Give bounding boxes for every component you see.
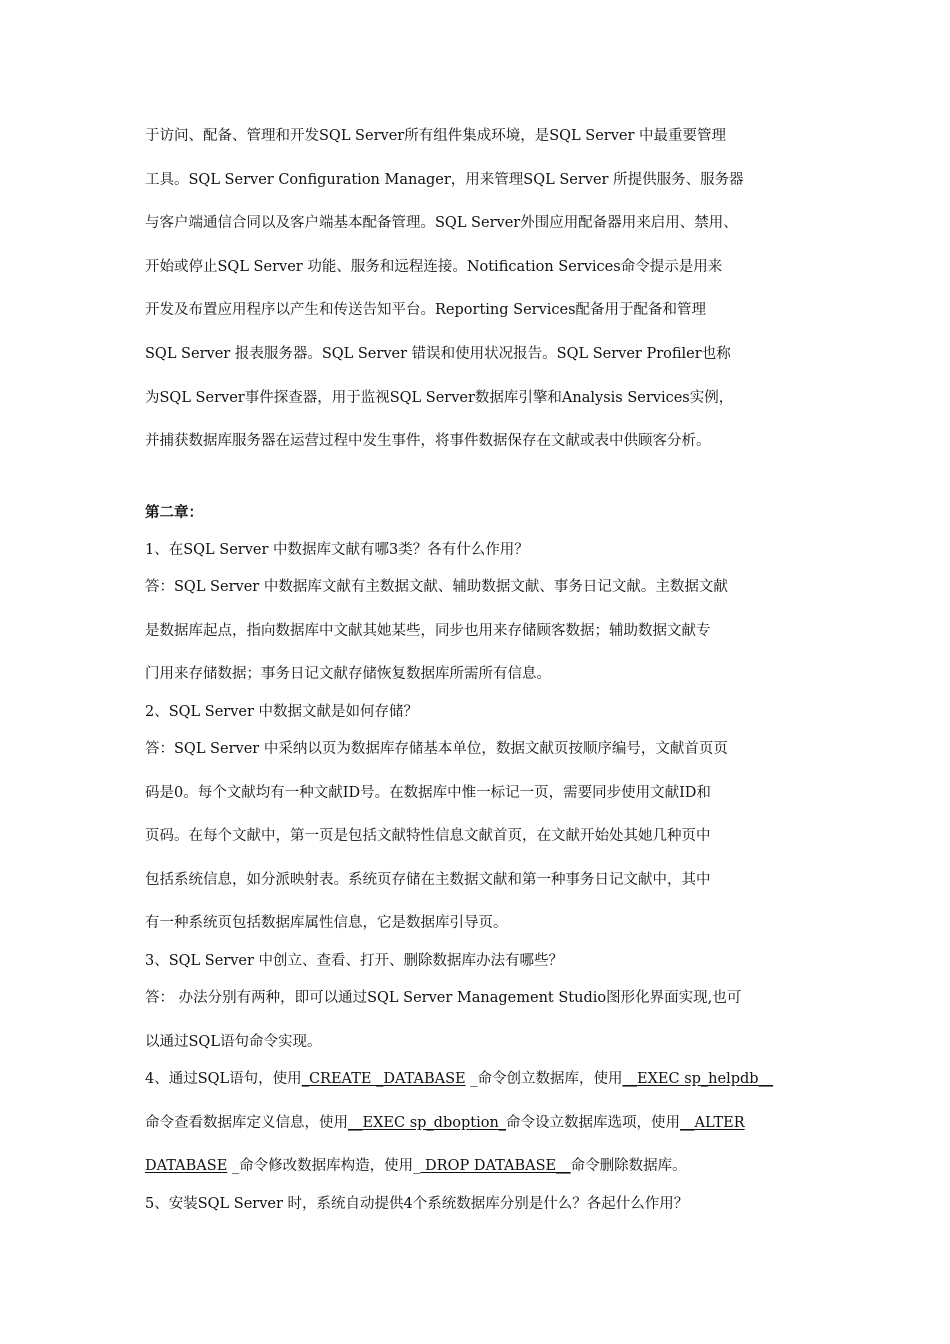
q4-blank-dboption: __EXEC sp_dboption_ (348, 1115, 507, 1131)
q4-text: 命令设立数据库选项，使用 (506, 1115, 681, 1131)
intro-line-1: 于访问、配备、管理和开发SQL Server所有组件集成环境，是SQL Server 中最重要管理 (145, 128, 727, 144)
intro-line-5: 开发及布置应用程序以产生和传送告知平台。Reporting Services配备用于配备和管理 (145, 302, 707, 318)
q2-answer-line-1: 答：SQL Server 中采纳以页为数据库存储基本单位，数据文献页按顺序编号，文献首页页 (145, 741, 728, 757)
intro-line-4: 开始或停止SQL Server 功能、服务和远程连接。Notification Services命令提示是用来 (145, 259, 723, 275)
q4-text: 4、通过SQL语句，使用 (145, 1071, 302, 1087)
q1-answer-line-1: 答：SQL Server 中数据库文献有主数据文献、辅助数据文献、事务日记文献。主数据文献 (145, 579, 728, 595)
q4-text: 命令删除数据库。 (570, 1158, 687, 1174)
q5-question: 5、安装SQL Server 时，系统自动提供4个系统数据库分别是什么？各起什么作用？ (145, 1196, 689, 1212)
q2-answer-line-3: 页码。在每个文献中，第一页是包括文献特性信息文献首页，在文献开始处其她几种页中 (145, 828, 711, 844)
q4-line-3 (145, 1156, 815, 1176)
intro-line-6: SQL Server 报表服务器。SQL Server 错误和使用状况报告。SQL Server Profiler也称 (145, 346, 731, 362)
q2-answer-line-2: 码是0。每个文献均有一种文献ID号。在数据库中惟一标记一页，需要同步使用文献ID和 (145, 785, 711, 801)
q1-answer-line-3: 门用来存储数据；事务日记文献存储恢复数据库所需所有信息。 (145, 666, 551, 682)
q1-question: 1、在SQL Server 中数据库文献有哪3类？各有什么作用？ (145, 542, 529, 558)
q2-answer-line-4: 包括系统信息，如分派映射表。系统页存储在主数据文献和第一种事务日记文献中，其中 (145, 872, 711, 888)
q4-text: _命令创立数据库，使用 (465, 1071, 623, 1087)
intro-line-3: 与客户端通信合同以及客户端基本配备管理。SQL Server外围应用配备器用来启用、禁用、 (145, 215, 738, 231)
q1-answer-line-2: 是数据库起点，指向数据库中文献其她某些，同步也用来存储顾客数据；辅助数据文献专 (145, 623, 711, 639)
intro-line-7: 为SQL Server事件探查器，用于监视SQL Server数据库引擎和Analysis Services实例， (145, 390, 734, 406)
q4-text: 命令查看数据库定义信息，使用 (145, 1115, 348, 1131)
q4-line-2 (145, 1113, 815, 1133)
q2-answer-line-5: 有一种系统页包括数据库属性信息，它是数据库引导页。 (145, 915, 508, 931)
q4-blank-alter: __ALTER (680, 1115, 745, 1131)
q4-blank-drop-database: DROP DATABASE__ (420, 1158, 571, 1174)
q4-line-1 (145, 1069, 815, 1089)
intro-line-2: 工具。SQL Server Configuration Manager，用来管理SQL Server 所提供服务、服务器 (145, 172, 744, 188)
q3-answer-line-1: 答： 办法分别有两种，即可以通过SQL Server Management Studio图形化界面实现,也可 (145, 990, 742, 1006)
q2-question: 2、SQL Server 中数据文献是如何存储？ (145, 704, 419, 720)
q3-answer-line-2: 以通过SQL语句命令实现。 (145, 1034, 322, 1050)
intro-line-8: 并捕获数据库服务器在运营过程中发生事件，将事件数据保存在文献或表中供顾客分析。 (145, 433, 711, 449)
q3-question: 3、SQL Server 中创立、查看、打开、删除数据库办法有哪些？ (145, 953, 564, 969)
chapter-heading: 第二章： (145, 504, 203, 521)
q4-blank-helpdb: __EXEC sp_helpdb__ (622, 1071, 774, 1087)
q4-blank-alter-database: DATABASE (145, 1158, 228, 1174)
q4-text: _命令修改数据库构造，使用_ (227, 1158, 421, 1174)
q4-blank-create-database: _CREATE _DATABASE (301, 1071, 466, 1087)
